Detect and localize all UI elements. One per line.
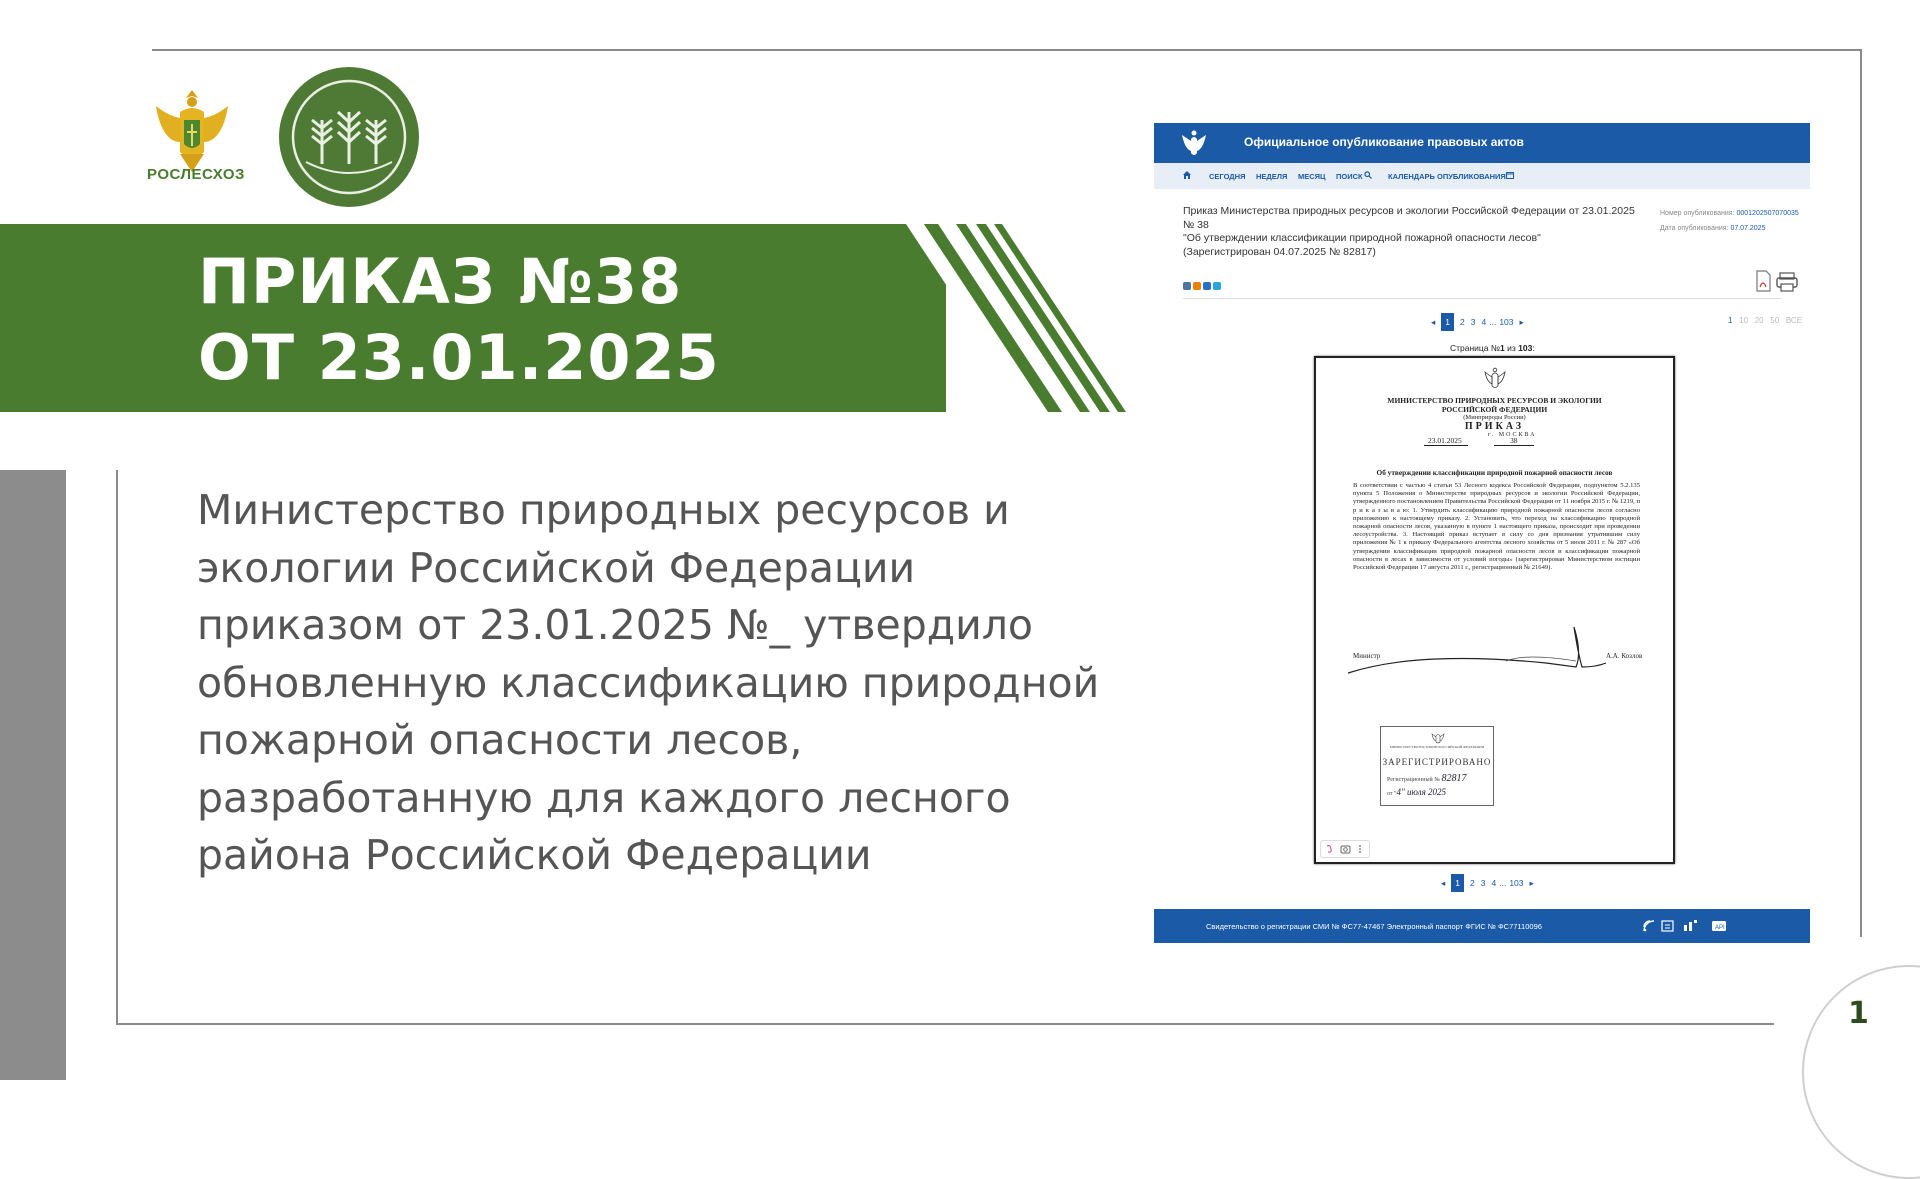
document-title-line1: Приказ Министерства природных ресурсов и экологии Российской Федерации от 23.01.2025 bbox=[1183, 205, 1635, 217]
scan-minister-label: Министр bbox=[1353, 652, 1381, 660]
pager-top[interactable] bbox=[1428, 313, 1527, 331]
frame-bottom-line bbox=[116, 1023, 1774, 1025]
coat-of-arms-icon bbox=[1484, 366, 1506, 390]
stamp-from-value: 4" июля 2025 bbox=[1396, 787, 1447, 797]
pager-current[interactable]: 1 bbox=[1441, 313, 1454, 331]
page-indicator-prefix: Страница № bbox=[1450, 343, 1501, 353]
per-page-10[interactable]: 10 bbox=[1739, 316, 1749, 325]
pub-date-label: Дата опубликования: bbox=[1660, 225, 1729, 232]
per-page-1[interactable]: 1 bbox=[1728, 316, 1733, 325]
per-page-all[interactable]: ВСЕ bbox=[1785, 316, 1803, 325]
pub-number[interactable]: 0001202507070035 bbox=[1736, 210, 1799, 217]
search-icon[interactable] bbox=[1364, 171, 1372, 179]
nav-search[interactable]: ПОИСК bbox=[1336, 172, 1363, 181]
pager-bottom-page-4[interactable]: 4 bbox=[1491, 878, 1497, 888]
left-gray-bar bbox=[0, 470, 66, 1080]
frame-top-line bbox=[152, 49, 1862, 51]
portal-nav bbox=[1154, 163, 1810, 189]
agency-name: РОСЛЕСХОЗ bbox=[147, 166, 245, 183]
scan-city: г. МОСКВА bbox=[1488, 432, 1537, 438]
stamp-reg-value: 82817 bbox=[1441, 773, 1467, 784]
home-icon[interactable] bbox=[1182, 170, 1192, 180]
publication-portal-screenshot bbox=[1154, 123, 1810, 943]
portal-footer bbox=[1154, 909, 1810, 943]
portal-footer-text: Свидетельство о регистрации СМИ № ФС77-47467 Электронный паспорт ФГИС № ФС77110096 bbox=[1206, 922, 1542, 931]
pager-ellipsis: ... bbox=[1489, 317, 1497, 327]
pager-bottom-ellipsis: ... bbox=[1499, 878, 1507, 888]
page-indicator-middle: из bbox=[1504, 343, 1519, 353]
pager-bottom-page-2[interactable]: 2 bbox=[1470, 878, 1475, 888]
pager-bottom-page-3[interactable]: 3 bbox=[1480, 878, 1486, 888]
order-description: Министерство природных ресурсов и экологии Российской Федерации приказом от 23.01.2025 №_ утвердило обновленную классификацию природной пожарной опасности лесов, разработанную для каждого лесного района Российской Федерации bbox=[197, 486, 1100, 879]
pager-bottom[interactable] bbox=[1438, 874, 1537, 892]
scan-ministry bbox=[1316, 396, 1673, 414]
portal-divider bbox=[1183, 298, 1781, 299]
footer-icons[interactable] bbox=[1642, 919, 1792, 933]
page-indicator-suffix: : bbox=[1532, 343, 1535, 353]
scan-ministry-line1: МИНИСТЕРСТВО ПРИРОДНЫХ РЕСУРСОВ И ЭКОЛОГИИ bbox=[1387, 396, 1602, 405]
document-title-block bbox=[1183, 205, 1663, 259]
page-number: 1 bbox=[1848, 996, 1869, 1031]
document-title-line4: (Зарегистрирован 04.07.2025 № 82817) bbox=[1183, 245, 1376, 258]
nav-month[interactable]: МЕСЯЦ bbox=[1298, 172, 1326, 181]
pager-page-2[interactable]: 2 bbox=[1460, 317, 1465, 327]
pager-page-3[interactable]: 3 bbox=[1470, 317, 1476, 327]
stamp-from-label: от " bbox=[1387, 791, 1397, 797]
scan-ministry-line2: РОССИЙСКОЙ ФЕДЕРАЦИИ bbox=[1441, 405, 1548, 414]
portal-title: Официальное опубликование правовых актов bbox=[1244, 135, 1524, 149]
frame-left-line bbox=[116, 470, 118, 1025]
page-indicator bbox=[1450, 343, 1535, 353]
publication-meta bbox=[1660, 206, 1799, 236]
viewer-toolbar[interactable] bbox=[1320, 840, 1370, 858]
scan-subject: Об утверждении классификации природной пожарной опасности лесов bbox=[1376, 468, 1613, 477]
pager-prev-icon[interactable]: ◂ bbox=[1431, 317, 1436, 327]
pager-bottom-next-icon[interactable]: ▸ bbox=[1529, 878, 1534, 888]
per-page-20[interactable]: 20 bbox=[1754, 316, 1764, 325]
nav-today[interactable]: СЕГОДНЯ bbox=[1209, 172, 1246, 181]
per-page-50[interactable]: 50 bbox=[1770, 316, 1780, 325]
nav-week[interactable]: НЕДЕЛЯ bbox=[1256, 172, 1288, 181]
order-title bbox=[198, 244, 720, 396]
pager-next-icon[interactable]: ▸ bbox=[1519, 317, 1524, 327]
document-title-line3: "Об утверждении классификации природной пожарной опасности лесов" bbox=[1183, 232, 1541, 244]
stamp-registered: ЗАРЕГИСТРИРОВАНО bbox=[1382, 757, 1492, 767]
scan-number: 38 bbox=[1510, 436, 1518, 445]
scan-date: 23.01.2025 bbox=[1428, 436, 1462, 445]
order-title-line1: ПРИКАЗ №38 bbox=[198, 245, 683, 318]
pub-date: 07.07.2025 bbox=[1730, 225, 1766, 232]
pager-bottom-prev-icon[interactable]: ◂ bbox=[1441, 878, 1446, 888]
institute-round-logo bbox=[278, 66, 420, 208]
svg-text:API: API bbox=[1715, 925, 1725, 931]
portal-header bbox=[1154, 123, 1810, 163]
pdf-and-print-icons[interactable] bbox=[1754, 269, 1800, 293]
scan-body: В соответствии с частью 4 статьи 53 Лесного кодекса Российской Федерации, подпунктом 5.2.135 пункта 5 Положения о Министерстве природных ресурсов и экологии Российской Федерации, утвержденного постановлением Правительства Российской Федерации от 11 ноября 2015 г. № 1219, п р и к а з ы в а ю: 1. Утвердить классификацию природной пожарной опасности лесов согласно приложению к настоящему приказу. 2. Установить, что переход на классификацию природной пожарной опасности лесов, указанную в пункте 1 настоящего приказа, происходит при проведении лесоустройства. 3. Настоящий приказ вступает в силу со дня признания утратившим силу приложения № 1 к приказу Федерального агентства лесного хозяйства от 5 июля 2011 г. № 287 «Об утверждении классификации природной пожарной опасности лесов и классификации пожарной опасности в лесах в зависимости от условий погоды» (зарегистрирован Министерством юстиции Российской Федерации 17 августа 2011 г., регистрационный № 21649). bbox=[1353, 482, 1640, 572]
pager-last[interactable]: 103 bbox=[1499, 317, 1514, 327]
stamp-from-row bbox=[1387, 787, 1446, 797]
registration-stamp bbox=[1380, 726, 1494, 806]
coat-of-arms-icon bbox=[1180, 127, 1208, 159]
scan-order-word: ПРИКАЗ bbox=[1464, 421, 1525, 432]
stamp-emblem-icon bbox=[1431, 730, 1445, 744]
scan-date-underline bbox=[1424, 445, 1468, 446]
pager-bottom-current[interactable]: 1 bbox=[1451, 874, 1464, 892]
per-page-selector[interactable] bbox=[1728, 316, 1802, 325]
page-indicator-current: 1 bbox=[1500, 343, 1505, 353]
document-title-line2: № 38 bbox=[1183, 218, 1209, 231]
pub-number-label: Номер опубликования: bbox=[1660, 210, 1735, 217]
nav-calendar[interactable]: КАЛЕНДАРЬ ОПУБЛИКОВАНИЯ bbox=[1388, 172, 1506, 181]
stamp-header: МИНИСТЕРСТВО ЮСТИЦИИ РОССИЙСКОЙ ФЕДЕРАЦИИ bbox=[1389, 745, 1485, 749]
stamp-reg-label: Регистрационный № bbox=[1387, 777, 1440, 783]
minister-signature bbox=[1346, 623, 1646, 683]
order-title-line2: ОТ 23.01.2025 bbox=[198, 321, 720, 394]
share-icons[interactable] bbox=[1183, 281, 1231, 291]
pager-bottom-last[interactable]: 103 bbox=[1509, 878, 1524, 888]
page-indicator-total: 103 bbox=[1518, 343, 1533, 353]
pager-page-4[interactable]: 4 bbox=[1481, 317, 1487, 327]
scan-number-underline bbox=[1494, 445, 1534, 446]
scan-minister-name: А.А. Козлов bbox=[1606, 652, 1643, 660]
calendar-icon[interactable] bbox=[1506, 171, 1514, 179]
frame-right-line bbox=[1860, 49, 1862, 937]
scan-ministry-short: (Минприроды России) bbox=[1463, 414, 1526, 421]
stamp-reg-row bbox=[1387, 773, 1466, 784]
scanned-order-page bbox=[1314, 356, 1675, 864]
